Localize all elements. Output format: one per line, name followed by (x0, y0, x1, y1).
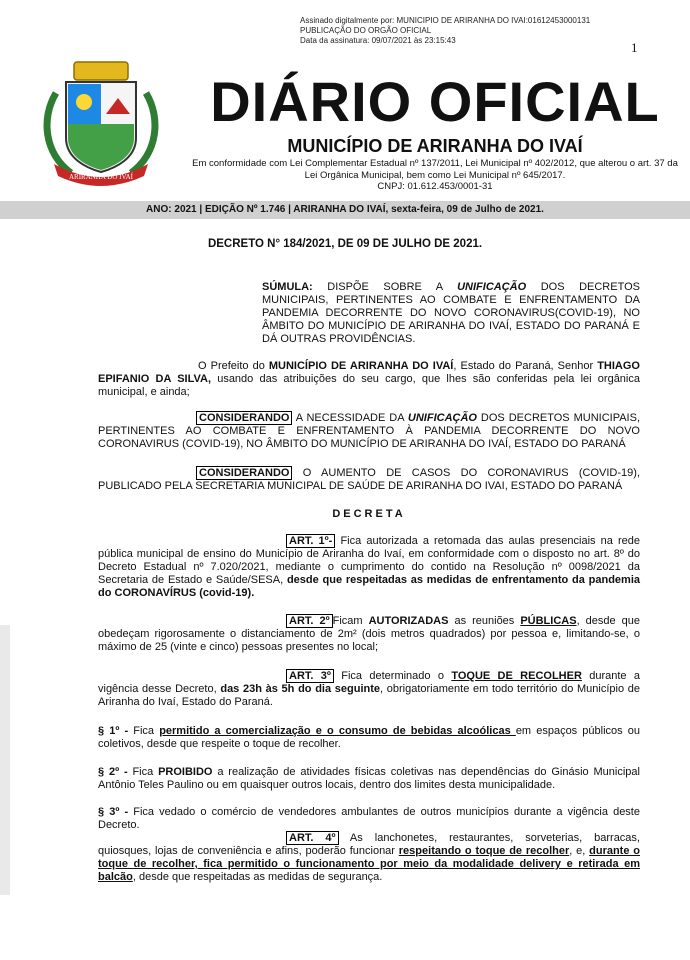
article-4-label: ART. 4º (286, 831, 339, 845)
article-2-text-2: as reuniões (448, 615, 521, 627)
preamble-text: O Prefeito do (198, 360, 269, 372)
page-number: 1 (631, 40, 638, 55)
article-4-curfew: respeitando o toque de recolher (398, 845, 570, 857)
gazette-title: DIÁRIO OFICIAL (210, 70, 660, 133)
paragraph-2-prohibited: PROIBIDO (158, 766, 213, 778)
paragraph-2-text-2: a realização de atividades físicas coletivas nas dependências do Ginásio Municipal Antônio Teles Paulino ou em quaisquer outros locais, dentro dos limites desta municipalidade. (98, 766, 640, 791)
article-4-text-2: , e, (569, 845, 590, 857)
seal-text: ARIRANHA DO IVAÍ (68, 173, 134, 181)
digital-signature-block (300, 16, 590, 46)
edition-info: ANO: 2021 | EDIÇÃO Nº 1.746 | ARIRANHA DO IVAÍ, sexta-feira, 09 de Julho de 2021. (146, 204, 544, 215)
article-4-delivery: durante o toque de recolher, fica permitido o funcionamento por meio da modalidade delivery e retirada em balcão (98, 845, 640, 883)
decree-title: DECRETO N° 184/2021, DE 09 DE JULHO DE 2021. (207, 238, 483, 250)
article-1 (98, 535, 640, 600)
crown (74, 62, 128, 80)
legal-note-line-1: Em conformidade com Lei Complementar Estadual nº 137/2011, Lei Municipal nº 402/2012, que alterou o art. 37 da (192, 158, 678, 169)
scroll-edge (0, 625, 10, 895)
considerando-2 (98, 467, 640, 493)
summary-label: SÚMULA: (262, 281, 313, 293)
preamble-paragraph (98, 360, 640, 399)
preamble-text-3: usando das atribuições do seu cargo, que lhes são conferidas pela lei orgânica municipal, e ainda; (98, 373, 640, 398)
article-2-text: Ficam (332, 615, 369, 627)
considerando-1 (98, 412, 640, 451)
summary-text-2: DOS DECRETOS MUNICIPAIS, PERTINENTES AO COMBATE E ENFRENTAMENTO DA PANDEMIA DECORRENTE DO NOVO CORONAVIRUS(COVID-19), NO ÂMBITO DO MUNICÍPIO DE ARIRANHA DO IVAÍ, ESTADO DO PARANÁ E DÁ OUTRAS PROVIDÊNCIAS. (262, 281, 640, 345)
paragraph-2-label: § 2º - (98, 766, 128, 778)
signature-line-2: PUBLICAÇÃO DO ORGÃO OFICIAL (300, 26, 432, 35)
summary-paragraph (262, 281, 640, 346)
paragraph-1-label: § 1º - (98, 725, 129, 737)
summary-text: DISPÕE SOBRE A (312, 281, 458, 293)
article-1-text: Fica autorizada a retomada das aulas presenciais na rede pública municipal de ensino do Município de Ariranha do Ivaí, em conformidade com o disposto no art. 8º do Decreto Estadual nº 7.020/2021, mediante o cumprimento do contido na Resolução nº 0098/2021 da Secretaria de Estado e Saúde/SESA, (98, 535, 640, 586)
preamble-text-2: , Estado do Paraná, Senhor (453, 360, 598, 372)
paragraph-3 (98, 806, 640, 832)
article-2-label: ART. 2º (286, 614, 333, 628)
article-2 (98, 615, 640, 654)
cnpj: CNPJ: 01.612.453/0001-31 (377, 181, 493, 192)
article-2-public: PÚBLICAS (520, 615, 577, 627)
considerando-1-text: A NECESSIDADE DA (292, 412, 408, 424)
paragraph-3-text: Fica vedado o comércio de vendedores ambulantes de outros municípios durante a vigência deste Decreto. (98, 806, 640, 831)
considerando-2-label: CONSIDERANDO (196, 466, 292, 480)
legal-note-line-2: Lei Orgânica Municipal, bem como Lei Municipal nº 645/2017. (304, 169, 566, 181)
paragraph-1-text: Fica (128, 725, 160, 737)
paragraph-1-text-2: em espaços públicos ou coletivos, desde que respeite o toque de recolher. (98, 725, 641, 750)
article-3-hours: das 23h às 5h do dia seguinte (220, 683, 381, 695)
summary-emphasis: UNIFICAÇÃO (457, 281, 527, 293)
signature-line-1: Assinado digitalmente por: MUNICIPIO DE ARIRANHA DO IVAI:01612453000131 (300, 16, 591, 25)
paragraph-2-text: Fica (127, 766, 159, 778)
paragraph-3-label: § 3º - (98, 806, 129, 818)
article-3 (98, 670, 640, 709)
article-4-text-3: , desde que respeitadas as medidas de segurança. (132, 871, 383, 883)
preamble-municipality: MUNICÍPIO DE ARIRANHA DO IVAÍ (268, 360, 454, 372)
article-4-text: As lanchonetes, restaurantes, sorveterias, barracas, quiosques, lojas de conveniência e afins, poderão funcionar (98, 832, 640, 857)
article-3-label: ART. 3º (286, 669, 334, 683)
article-2-text-3: , desde que obedeçam rigorosamente o distanciamento de 2m² (dois metros quadrados) por pessoa e, limitando-se, o máximo de 25 (vinte e cinco) pessoas presentes no local; (98, 615, 640, 653)
article-3-text-2: durante a vigência desse Decreto, (98, 670, 640, 695)
legal-note (190, 158, 680, 193)
article-4 (98, 832, 640, 884)
paragraph-1-emphasis: permitido a comercialização e o consumo de bebidas alcoólicas (159, 725, 516, 737)
article-2-authorized: AUTORIZADAS (368, 615, 449, 627)
article-3-text: Fica determinado o (333, 670, 452, 682)
signature-line-3: Data da assinatura: 09/07/2021 às 23:15:43 (300, 36, 456, 45)
municipal-coat-of-arms (36, 58, 166, 188)
considerando-2-text: O AUMENTO DE CASOS DO CORONAVIRUS (COVID-19), PUBLICADO PELA SECRETARIA MUNICIPAL DE SAÚDE DE ARIRANHA DO IVAI, ESTADO DO PARANÁ (98, 467, 640, 492)
article-1-label: ART. 1º- (286, 534, 335, 548)
decreta-heading: DECRETA (332, 508, 406, 520)
considerando-1-text-2: DOS DECRETOS MUNICIPAIS, PERTINENTES AO COMBATE E ENFRENTAMENTO À PANDEMIA DECORRENTE DO NOVO CORONAVIRUS (COVID-19), NO ÂMBITO DO MUNICÍPIO DE ARIRANHA DO IVAÍ, ESTADO DO PARANÁ (98, 412, 641, 450)
paragraph-2 (98, 766, 640, 792)
considerando-1-emphasis: UNIFICAÇÃO (407, 412, 477, 424)
paragraph-1 (98, 725, 640, 751)
considerando-1-label: CONSIDERANDO (196, 411, 292, 425)
mayor-name: THIAGO EPIFANIO DA SILVA, (98, 360, 640, 385)
municipality-name: MUNICÍPIO DE ARIRANHA DO IVAÍ (287, 136, 583, 156)
article-3-curfew: TOQUE DE RECOLHER (451, 670, 582, 682)
article-1-emphasis: desde que respeitadas as medidas de enfrentamento da pandemia do CORONAVÍRUS (covid-19). (98, 574, 640, 599)
article-3-text-3: , obrigatoriamente em todo território do Município de Ariranha do Ivaí, Estado do Paraná. (98, 683, 641, 708)
